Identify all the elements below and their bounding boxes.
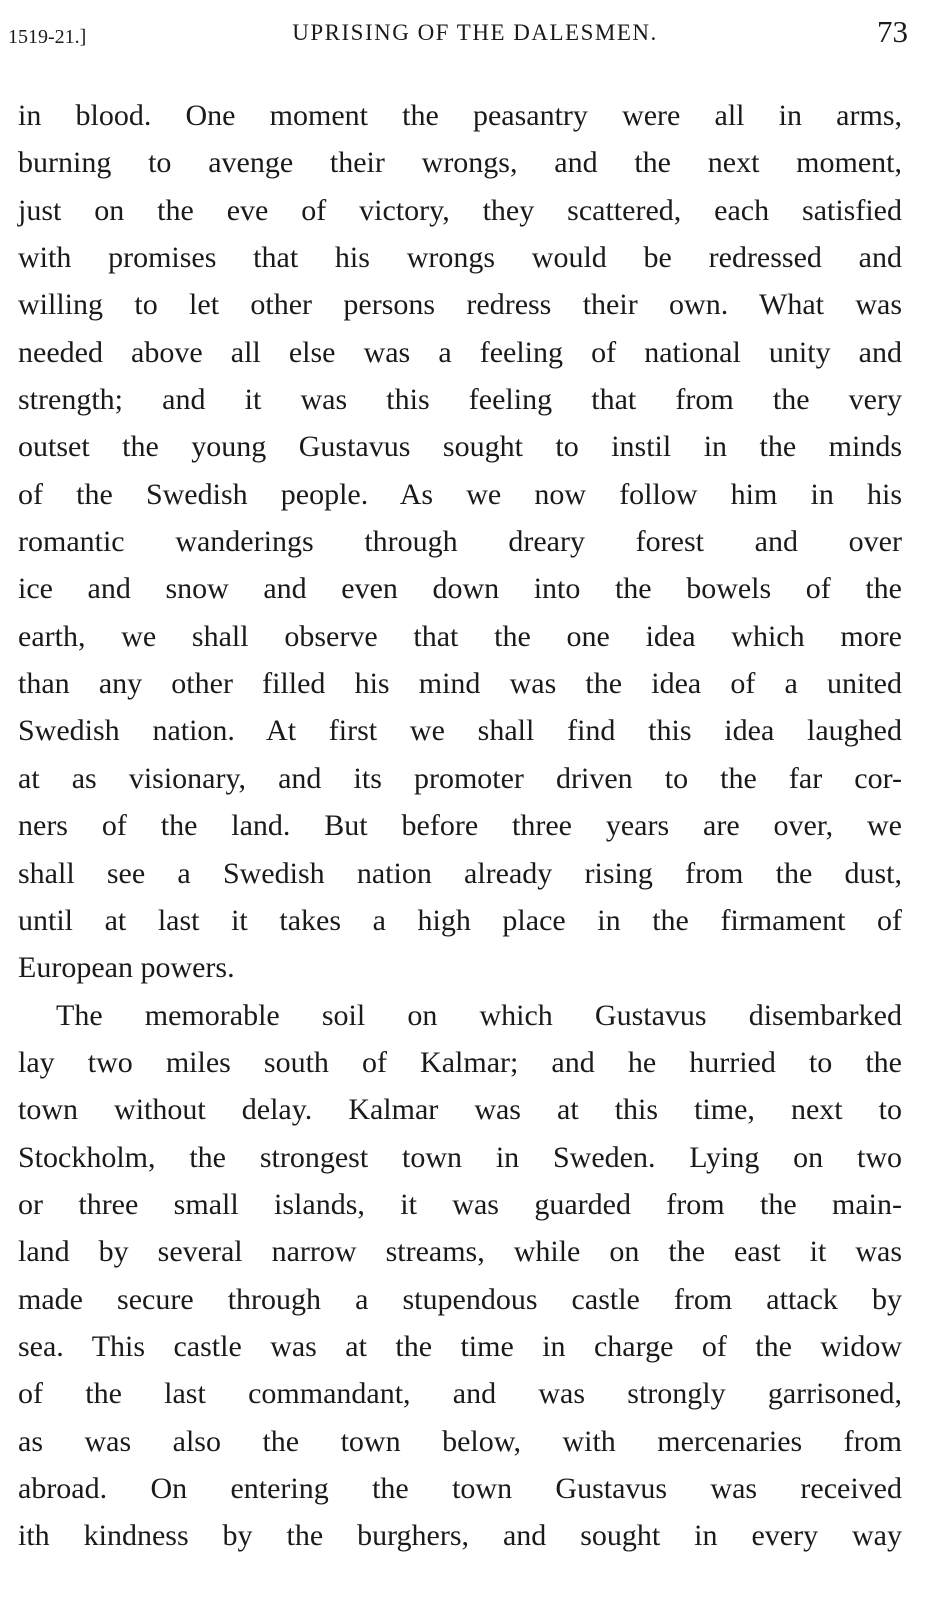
text-line: lay two miles south of Kalmar; and he hurried to the <box>18 1045 902 1079</box>
text-line: town without delay. Kalmar was at this time, next to <box>18 1093 902 1127</box>
text-line: than any other filled his mind was the idea of a united <box>18 667 902 701</box>
running-head-title: UPRISING OF THE DALESMEN. <box>292 20 658 45</box>
text-line: sea. This castle was at the time in charge of the widow <box>18 1329 902 1363</box>
text-line: made secure through a stupendous castle from attack by <box>18 1282 902 1316</box>
text-line: ith kindness by the burghers, and sought in every way <box>18 1519 902 1553</box>
text-line: until at last it takes a high place in the firmament of <box>18 903 902 937</box>
text-line: just on the eve of victory, they scattered, each satisfied <box>18 193 902 227</box>
text-line: or three small islands, it was guarded from the main- <box>18 1187 902 1221</box>
text-line: Swedish nation. At first we shall find this idea laughed <box>18 714 902 748</box>
body-text <box>18 94 902 1562</box>
text-line: ners of the land. But before three years are over, we <box>18 809 902 843</box>
text-line: abroad. On entering the town Gustavus was received <box>18 1471 902 1505</box>
text-line: Stockholm, the strongest town in Sweden. Lying on two <box>18 1140 902 1174</box>
text-line: needed above all else was a feeling of national unity and <box>18 335 902 369</box>
text-line: romantic wanderings through dreary forest and over <box>18 525 902 559</box>
text-line: earth, we shall observe that the one idea which more <box>18 619 902 653</box>
text-line: strength; and it was this feeling that from the very <box>18 383 902 417</box>
text-line: willing to let other persons redress their own. What was <box>18 288 902 322</box>
text-line: of the Swedish people. As we now follow him in his <box>18 477 902 511</box>
text-line: burning to avenge their wrongs, and the next moment, <box>18 146 902 180</box>
text-line: of the last commandant, and was strongly garrisoned, <box>18 1377 902 1411</box>
text-line: shall see a Swedish nation already rising from the dust, <box>18 856 902 890</box>
page-number: 73 <box>877 14 908 49</box>
text-line: ice and snow and even down into the bowels of the <box>18 572 902 606</box>
text-line: land by several narrow streams, while on the east it was <box>18 1235 902 1269</box>
text-line: outset the young Gustavus sought to instil in the minds <box>18 430 902 464</box>
text-line: as was also the town below, with mercenaries from <box>18 1424 902 1458</box>
running-head-years: 1519-21.] <box>8 26 87 48</box>
text-line: in blood. One moment the peasantry were all in arms, <box>18 99 902 132</box>
text-line: European powers. <box>18 951 235 985</box>
text-line: at as visionary, and its promoter driven to the far cor- <box>18 761 902 795</box>
text-line: The memorable soil on which Gustavus disembarked <box>56 998 902 1032</box>
text-line: with promises that his wrongs would be redressed and <box>18 241 902 275</box>
